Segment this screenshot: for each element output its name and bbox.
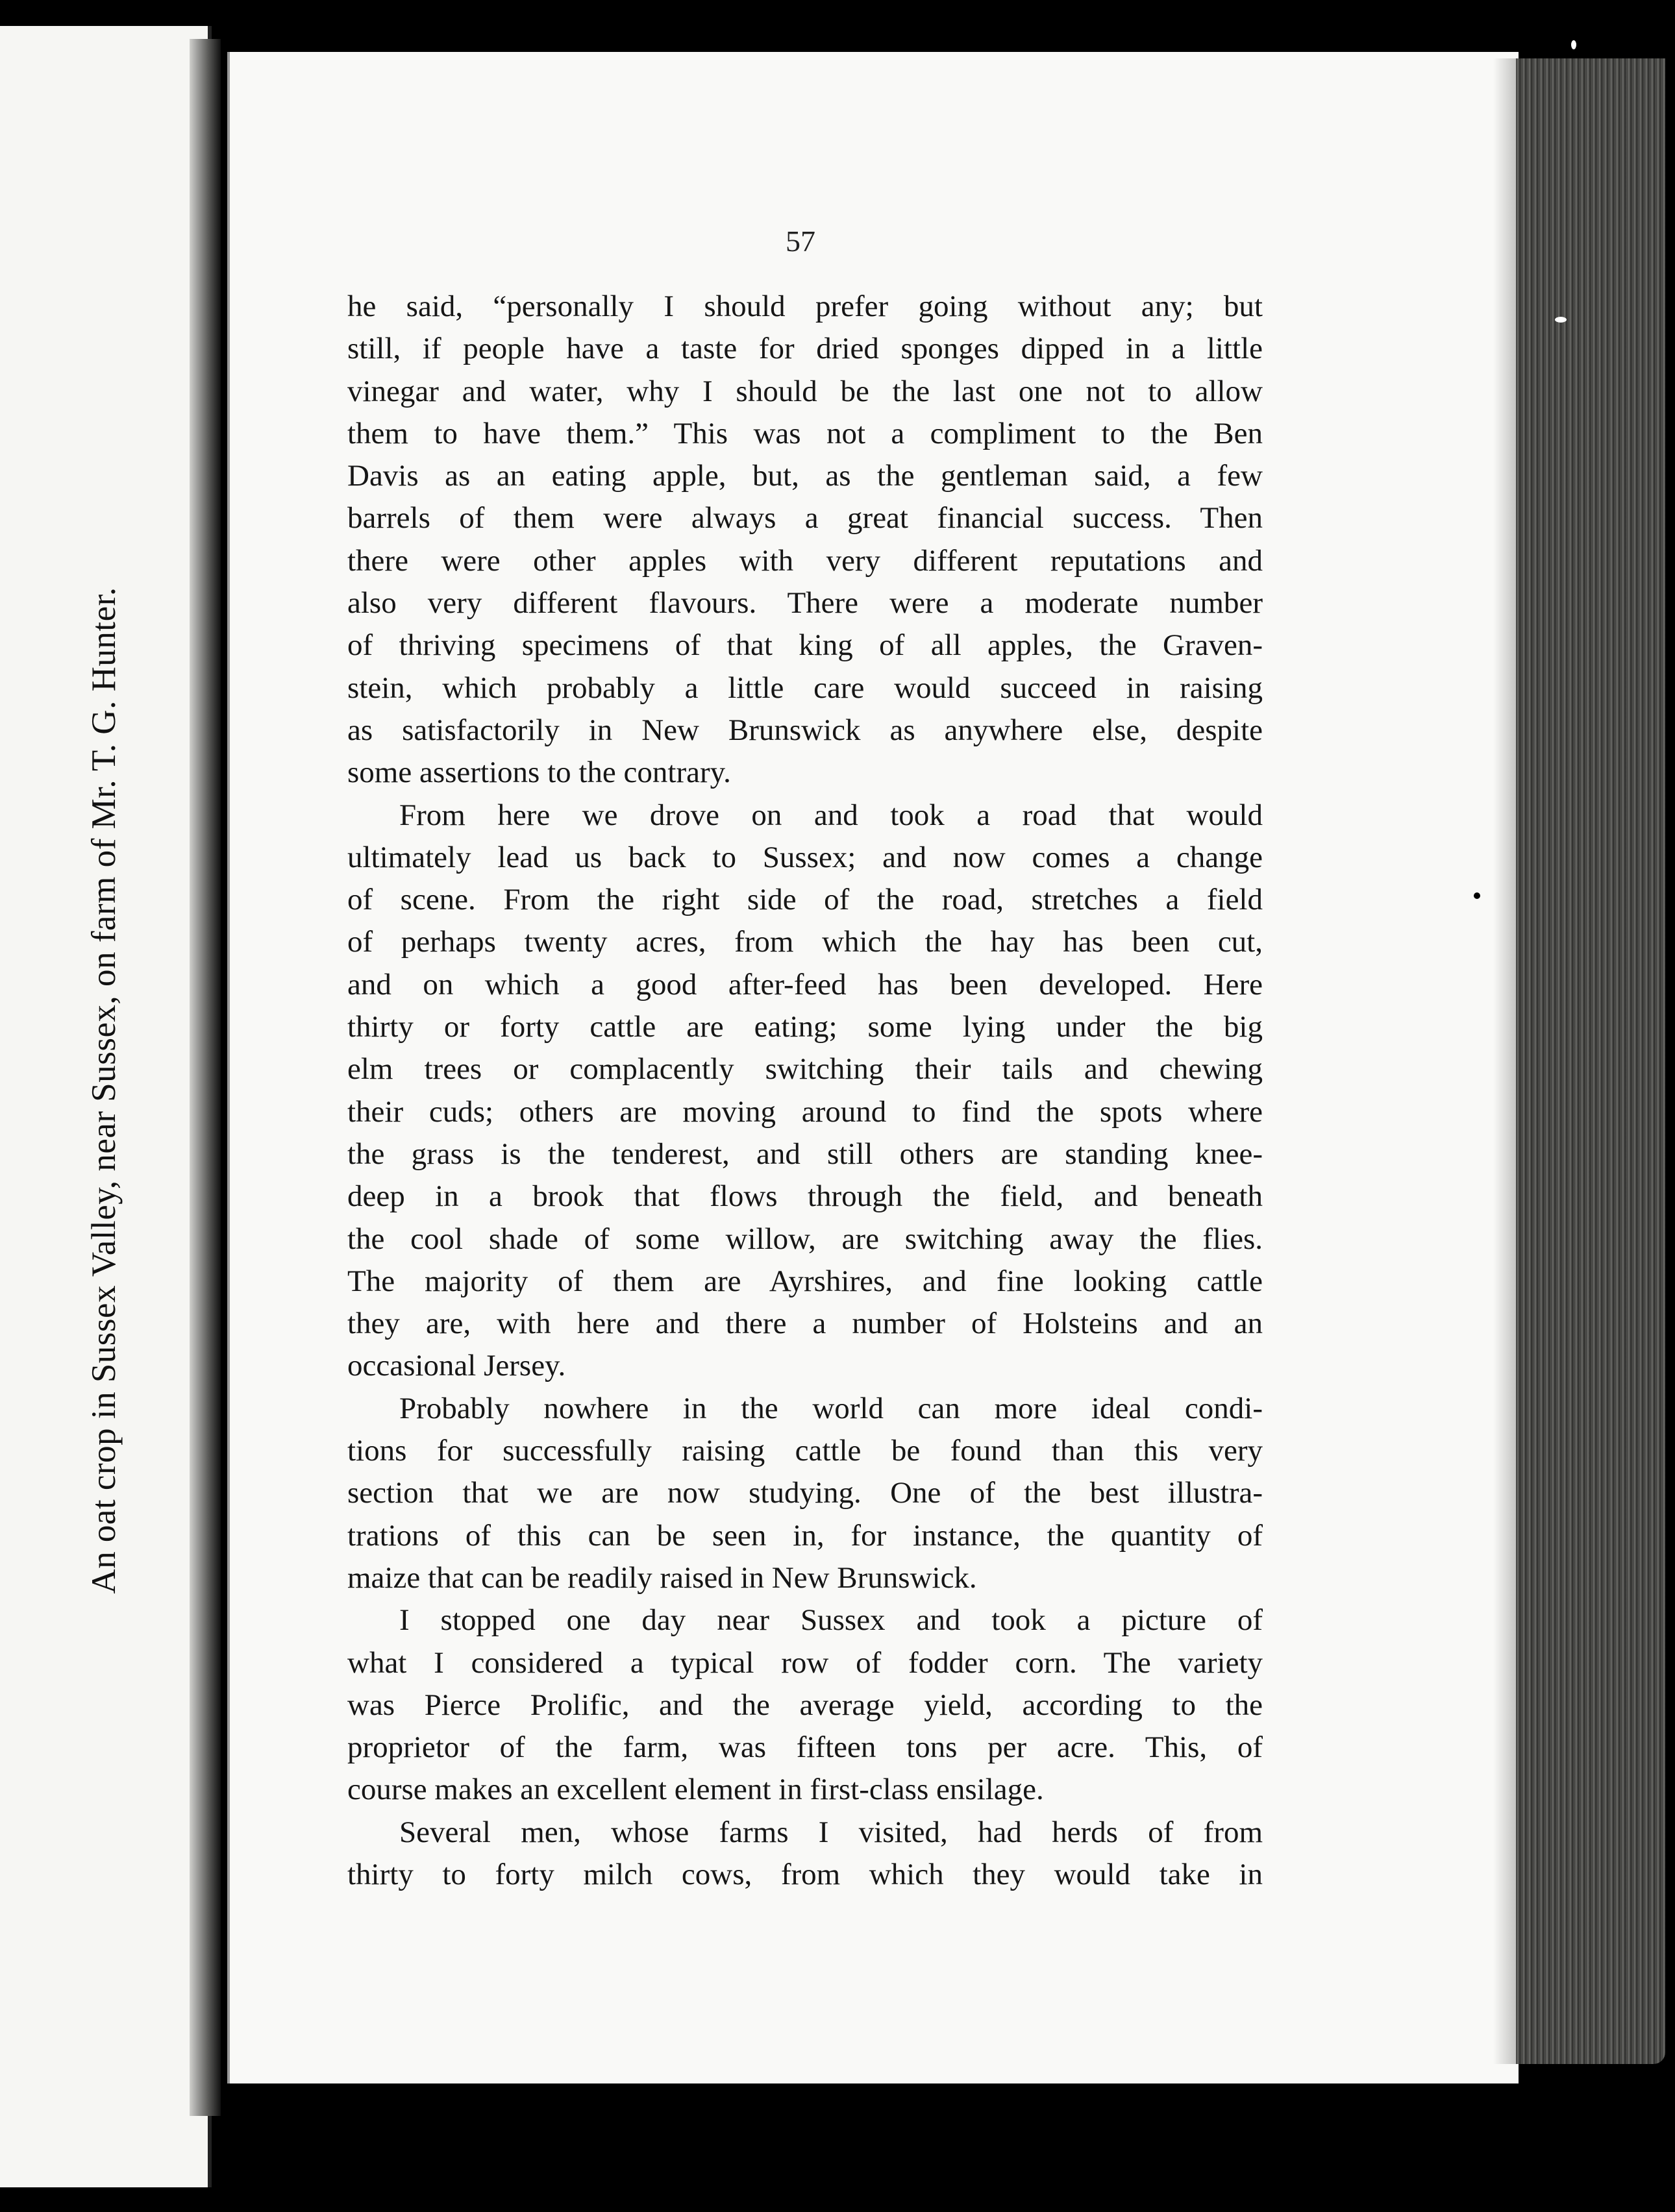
text-line: of thriving specimens of that king of all apples, the Graven-: [347, 628, 1263, 663]
text-line: thirty to forty milch cows, from which they would take in: [347, 1857, 1263, 1891]
text-line: maize that can be readily raised in New Brunswick.: [347, 1560, 977, 1595]
text-line: The majority of them are Ayrshires, and fine looking cattle: [347, 1264, 1263, 1298]
text-line: occasional Jersey.: [347, 1349, 566, 1383]
text-line: Several men, whose farms I visited, had herds of from: [399, 1815, 1263, 1849]
text-line: of perhaps twenty acres, from which the hay has been cut,: [347, 925, 1263, 959]
text-line: the cool shade of some willow, are switching away the flies.: [347, 1222, 1263, 1256]
text-line: they are, with here and there a number of Holsteins and an: [347, 1307, 1263, 1341]
text-line: elm trees or complacently switching their tails and chewing: [347, 1052, 1263, 1087]
gutter-shadow: [190, 39, 221, 2116]
text-line: and on which a good after-feed has been developed. Here: [347, 967, 1263, 1002]
text-line: tions for successfully raising cattle be found than this very: [347, 1434, 1263, 1468]
text-line: what I considered a typical row of fodder corn. The variety: [347, 1645, 1263, 1680]
scan-speck: [1555, 317, 1567, 323]
text-line: there were other apples with very different reputations and: [347, 543, 1263, 578]
text-line: thirty or forty cattle are eating; some lying under the big: [347, 1010, 1263, 1044]
text-line: deep in a brook that flows through the field, and beneath: [347, 1179, 1263, 1214]
page-number: 57: [786, 225, 815, 258]
body-text: [347, 286, 1263, 1896]
text-line: Probably nowhere in the world can more ideal condi-: [399, 1391, 1263, 1425]
text-line: the grass is the tenderest, and still others are standing knee-: [347, 1137, 1263, 1171]
text-line: their cuds; others are moving around to find the spots where: [347, 1094, 1263, 1129]
text-line: he said, “personally I should prefer going without any; but: [347, 289, 1263, 323]
text-line: Davis as an eating apple, but, as the gentleman said, a few: [347, 459, 1263, 493]
text-line: some assertions to the contrary.: [347, 756, 731, 790]
scan-speck: [1474, 892, 1480, 899]
text-line: barrels of them were always a great financial success. Then: [347, 501, 1263, 535]
text-line: I stopped one day near Sussex and took a picture of: [399, 1603, 1263, 1638]
text-line: ultimately lead us back to Sussex; and now comes a change: [347, 840, 1263, 874]
text-line: still, if people have a taste for dried sponges dipped in a little: [347, 332, 1263, 366]
plate-caption: An oat crop in Sussex Valley, near Sussex, on farm of Mr. T. G. Hunter.: [85, 587, 123, 1594]
text-line: as satisfactorily in New Brunswick as anywhere else, despite: [347, 713, 1263, 747]
text-line: course makes an excellent element in first-class ensilage.: [347, 1773, 1044, 1807]
text-line: them to have them.” This was not a compliment to the Ben: [347, 416, 1263, 450]
text-line: of scene. From the right side of the road, stretches a field: [347, 883, 1263, 917]
text-line: section that we are now studying. One of the best illustra-: [347, 1476, 1263, 1510]
text-line: vinegar and water, why I should be the last one not to allow: [347, 374, 1263, 408]
facing-plate-page: [0, 26, 212, 2187]
text-line: stein, which probably a little care would succeed in raising: [347, 670, 1263, 705]
text-line: also very different flavours. There were a moderate number: [347, 586, 1263, 621]
scan-speck: [1571, 40, 1576, 49]
text-line: trations of this can be seen in, for instance, the quantity of: [347, 1518, 1263, 1553]
text-line: was Pierce Prolific, and the average yield, according to the: [347, 1688, 1263, 1722]
page-edges: [1516, 58, 1665, 2064]
text-line: From here we drove on and took a road that would: [399, 798, 1263, 832]
text-line: proprietor of the farm, was fifteen tons per acre. This, of: [347, 1730, 1263, 1765]
